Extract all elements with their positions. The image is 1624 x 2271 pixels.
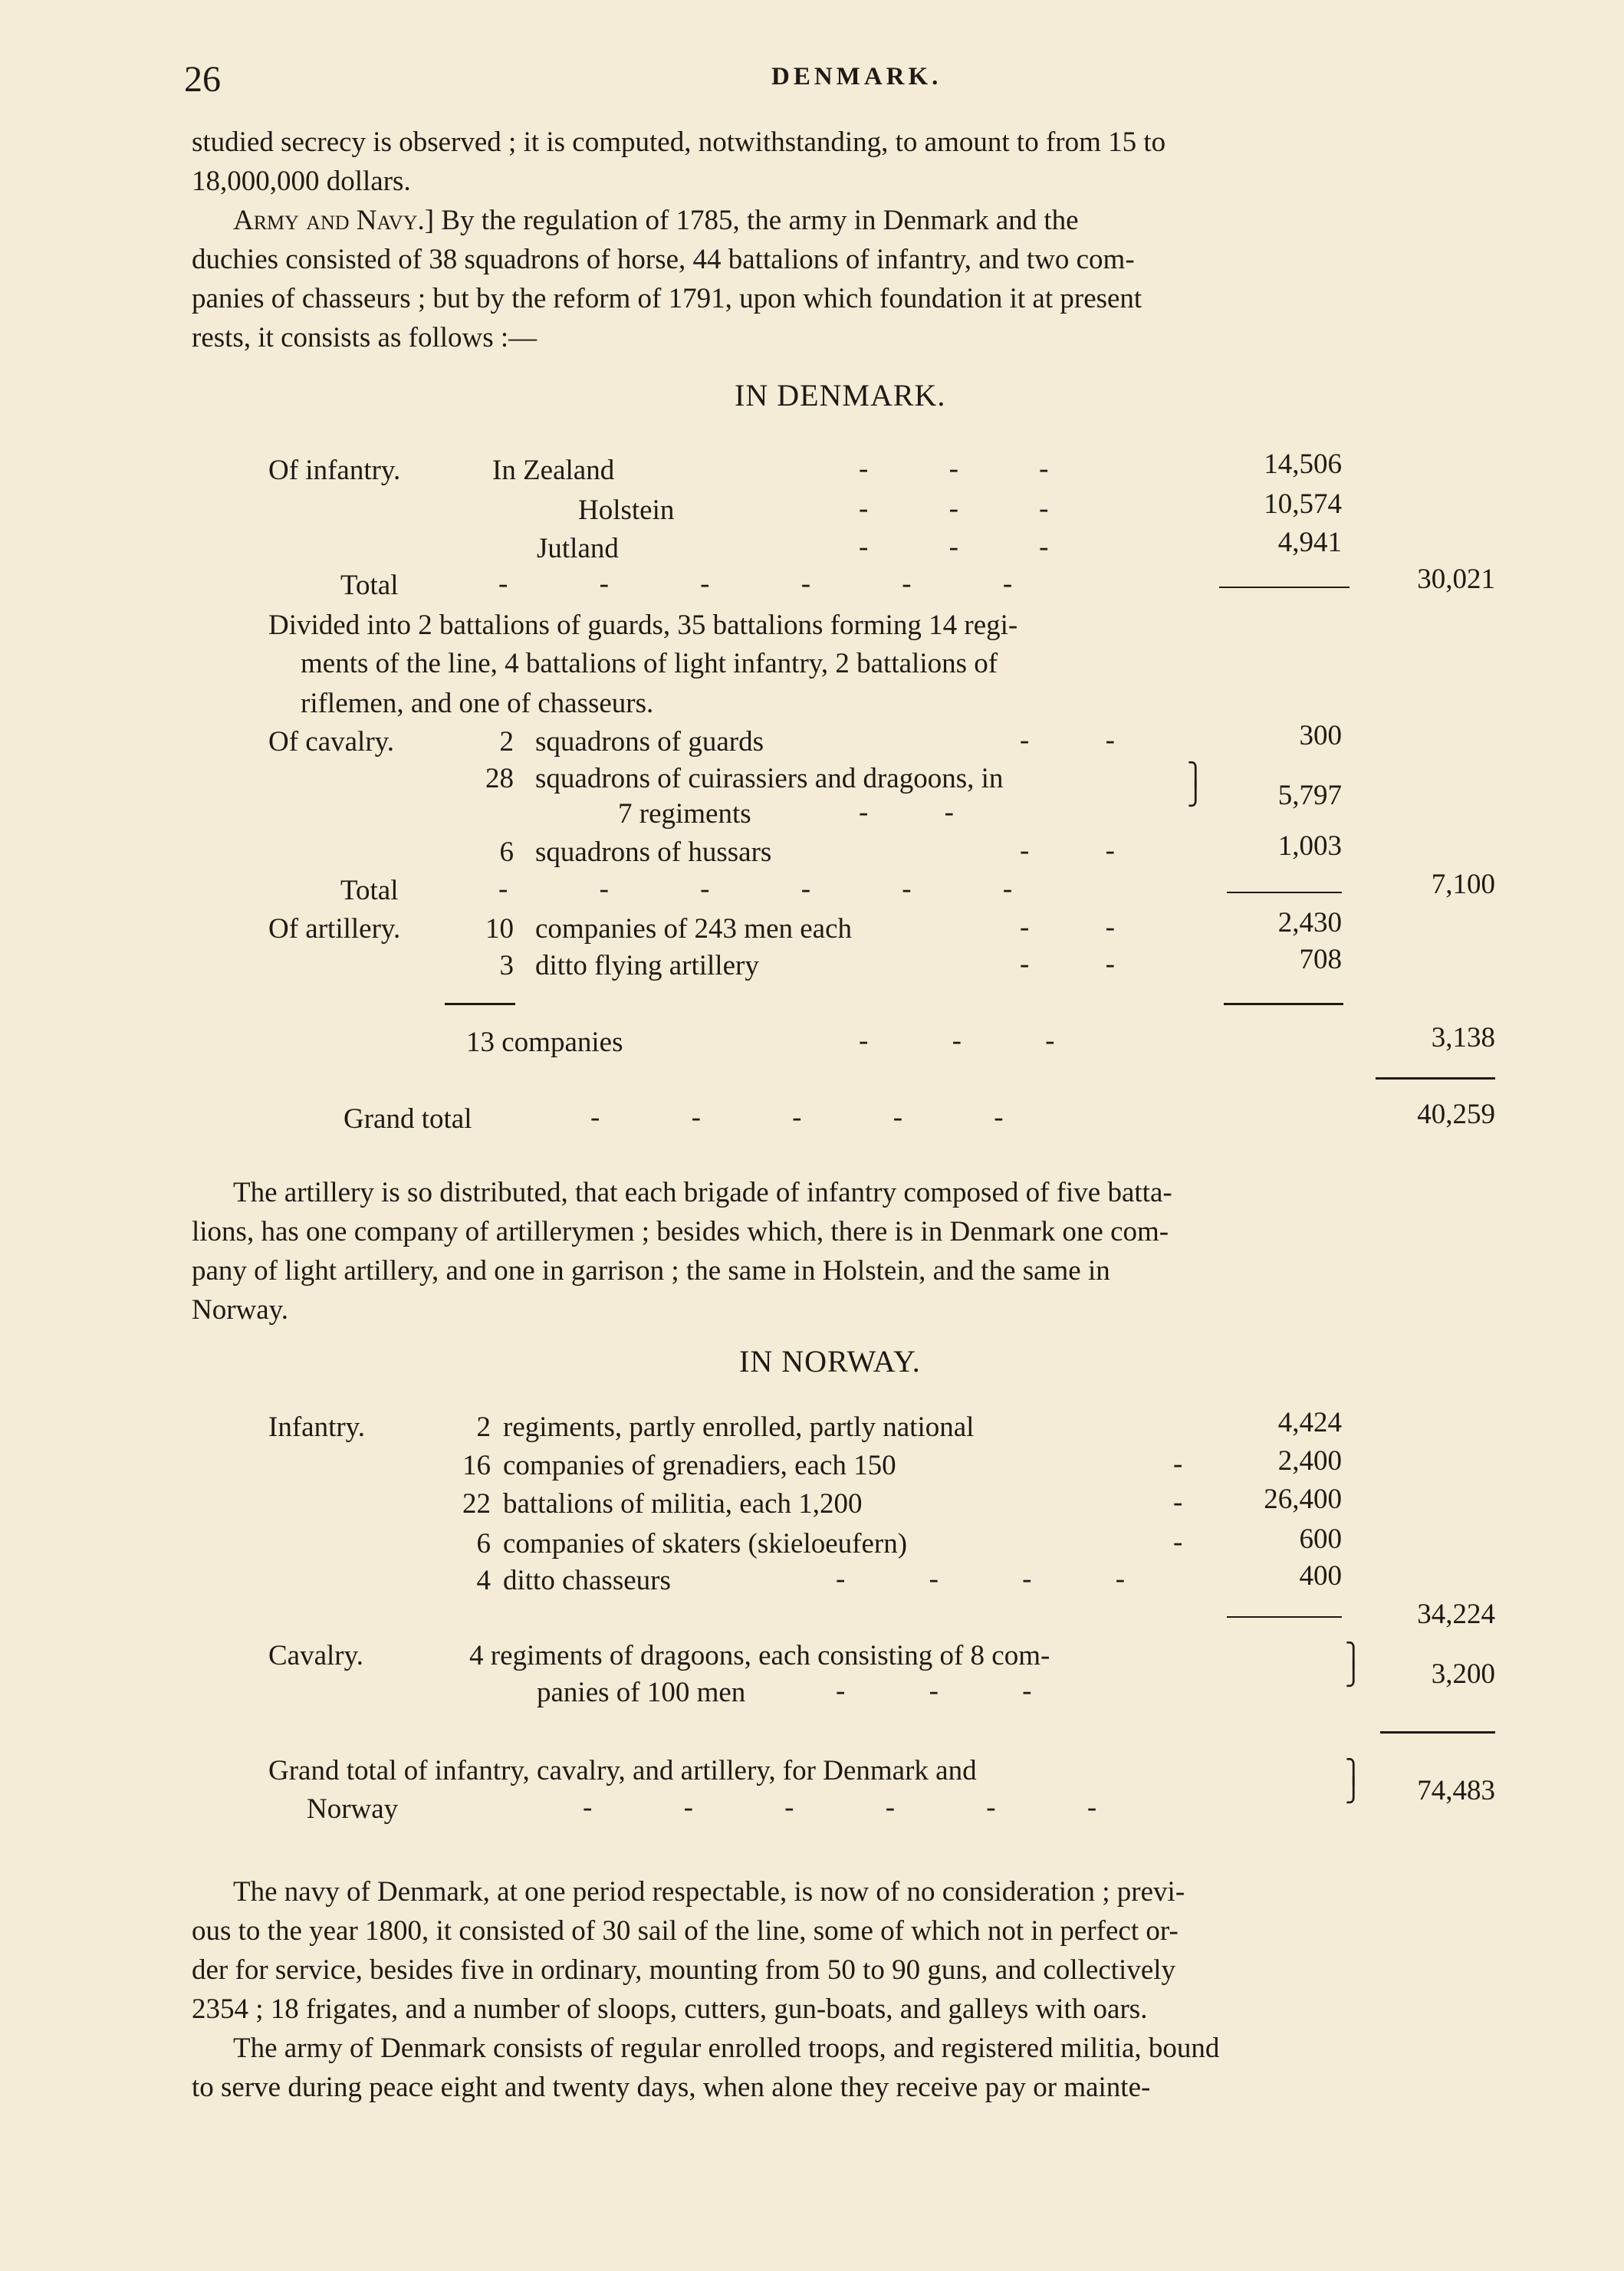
value-combined-grand-total: 74,483 xyxy=(1417,1775,1495,1806)
row-label-jutland: Jutland xyxy=(537,533,619,564)
label-cavalry: Cavalry. xyxy=(268,1640,363,1671)
value-cuirassiers: 5,797 xyxy=(1277,780,1342,811)
text-line: The army of Denmark consists of regular enrolled troops, and registered militia, bound xyxy=(233,2033,1220,2064)
sum-rule xyxy=(1227,892,1342,893)
leader-dashes: - xyxy=(1173,1448,1183,1480)
leader-dashes: - - xyxy=(859,797,954,828)
label-total: Total xyxy=(340,570,399,601)
value-skaters: 600 xyxy=(1299,1523,1342,1555)
text-line: 4 regiments of dragoons, each consisting of 8 com- xyxy=(469,1640,1050,1671)
row-label: ditto flying artillery xyxy=(535,950,759,981)
value-cavalry-total: 7,100 xyxy=(1431,869,1495,900)
text-line: riflemen, and one of chasseurs. xyxy=(301,688,654,719)
value-chasseurs: 400 xyxy=(1299,1560,1342,1592)
value-guards: 300 xyxy=(1299,720,1342,751)
value-norway-cavalry: 3,200 xyxy=(1431,1658,1495,1690)
row-count: 6 xyxy=(476,1528,491,1559)
brace-icon: ⎫ ⎭ xyxy=(1345,1760,1363,1803)
label-of-artillery: Of artillery. xyxy=(268,913,401,945)
text-line: Norway. xyxy=(192,1294,289,1326)
value-militia: 26,400 xyxy=(1264,1484,1342,1515)
value-artillery-total: 3,138 xyxy=(1431,1022,1495,1053)
row-label: ditto chasseurs xyxy=(503,1565,671,1596)
leader-dashes: - - - xyxy=(859,1025,1055,1057)
page-number: 26 xyxy=(184,59,221,100)
value-grenadiers: 2,400 xyxy=(1277,1445,1342,1477)
label-13-companies: 13 companies xyxy=(466,1027,623,1058)
sum-rule xyxy=(1227,1616,1342,1618)
leader-dashes: - - xyxy=(1020,725,1115,756)
value-zealand: 14,506 xyxy=(1264,449,1342,480)
label-of-cavalry: Of cavalry. xyxy=(268,726,395,758)
text-line: studied secrecy is observed ; it is computed, notwithstanding, to amount to from 15 to xyxy=(192,127,1166,158)
leader-dashes: - - - - - - xyxy=(498,873,1013,905)
value-regiments: 4,424 xyxy=(1277,1407,1342,1438)
row-count: 3 xyxy=(499,950,514,981)
value-jutland: 4,941 xyxy=(1277,527,1342,558)
label-total: Total xyxy=(340,875,399,906)
text-line: The navy of Denmark, at one period respectable, is now of no consideration ; previ- xyxy=(233,1876,1185,1908)
text-line: Divided into 2 battalions of guards, 35 battalions forming 14 regi- xyxy=(268,610,1018,641)
leader-dashes: - xyxy=(1173,1487,1183,1518)
row-count: 4 xyxy=(476,1565,491,1596)
text-line: der for service, besides five in ordinary, mounting from 50 to 90 guns, and collectively xyxy=(192,1954,1176,1986)
text-line xyxy=(192,201,1572,240)
sum-rule xyxy=(1219,587,1349,588)
text-line: rests, it consists as follows :— xyxy=(192,322,537,353)
leader-dashes: - xyxy=(1173,1527,1183,1558)
value-hussars: 1,003 xyxy=(1277,830,1342,862)
leader-dashes: - - - - - xyxy=(590,1102,1004,1133)
navy-paragraph xyxy=(192,1872,1572,2107)
leader-dashes: - - - - xyxy=(836,1563,1126,1595)
text-line: lions, has one company of artillerymen ; besides which, there is in Denmark one com- xyxy=(192,1216,1169,1247)
value-infantry-total: 30,021 xyxy=(1417,564,1495,595)
text-line: Grand total of infantry, cavalry, and artillery, for Denmark and xyxy=(268,1755,977,1786)
text-line: duchies consisted of 38 squadrons of horse, 44 battalions of infantry, and two com- xyxy=(192,244,1135,275)
row-label-zealand: In Zealand xyxy=(492,455,615,486)
text-line: panies of chasseurs ; but by the reform of 1791, upon which foundation it at present xyxy=(192,283,1142,314)
row-label: squadrons of cuirassiers and dragoons, in xyxy=(535,763,1004,794)
leader-dashes: - - - - - - xyxy=(498,568,1013,600)
text-line: 18,000,000 dollars. xyxy=(192,166,411,197)
sum-rule xyxy=(1224,1003,1343,1005)
row-count: 22 xyxy=(462,1488,491,1520)
leader-dashes: - - xyxy=(1020,835,1115,866)
leader-dashes: - - xyxy=(1020,948,1115,980)
row-label-continued: 7 regiments xyxy=(618,798,751,830)
row-label: battalions of militia, each 1,200 xyxy=(503,1488,863,1520)
value-grand-total: 40,259 xyxy=(1417,1099,1495,1130)
row-label: companies of 243 men each xyxy=(535,913,853,945)
text-line: 2354 ; 18 frigates, and a number of sloops, cutters, gun-boats, and galleys with oars. xyxy=(192,1993,1148,2025)
leader-dashes: - - - xyxy=(859,531,1049,563)
text-line: The artillery is so distributed, that each brigade of infantry composed of five batta- xyxy=(233,1177,1172,1208)
leader-dashes: - - - xyxy=(859,453,1049,485)
value-flying-artillery: 708 xyxy=(1299,944,1342,975)
row-count: 6 xyxy=(499,836,514,868)
label-infantry: Infantry. xyxy=(268,1412,366,1443)
row-count: 28 xyxy=(485,763,514,794)
row-count: 10 xyxy=(485,913,514,945)
text-line: panies of 100 men xyxy=(537,1677,746,1708)
label-of-infantry: Of infantry. xyxy=(268,455,401,486)
heading-in-denmark: IN DENMARK. xyxy=(735,378,946,412)
sum-rule xyxy=(1376,1077,1495,1080)
brace-icon: ⎫ ⎭ xyxy=(1187,763,1205,807)
row-label: companies of grenadiers, each 150 xyxy=(503,1450,896,1481)
value-artillery-companies: 2,430 xyxy=(1277,907,1342,938)
sum-rule xyxy=(445,1003,515,1005)
row-label-holstein: Holstein xyxy=(578,495,675,526)
label-grand-total: Grand total xyxy=(344,1103,472,1135)
artillery-paragraph xyxy=(192,1173,1572,1329)
running-title: DENMARK. xyxy=(771,63,942,90)
sum-rule xyxy=(1380,1731,1495,1734)
row-count: 2 xyxy=(499,726,514,758)
row-label: squadrons of guards xyxy=(535,726,764,758)
intro-paragraph xyxy=(192,123,1572,357)
text-line: to serve during peace eight and twenty days, when alone they receive pay or mainte- xyxy=(192,2072,1151,2103)
text-line: ous to the year 1800, it consisted of 30 sail of the line, some of which not in perfect or- xyxy=(192,1915,1179,1947)
leader-dashes: - - xyxy=(1020,912,1115,943)
leader-dashes: - - - xyxy=(836,1675,1032,1707)
row-label: squadrons of hussars xyxy=(535,836,772,868)
text-line: pany of light artillery, and one in garrison ; the same in Holstein, and the same in xyxy=(192,1255,1110,1287)
text-line: Norway xyxy=(307,1793,399,1825)
text-line: ments of the line, 4 battalions of light infantry, 2 battalions of xyxy=(301,648,998,679)
row-label: regiments, partly enrolled, partly national xyxy=(503,1412,975,1443)
row-count: 16 xyxy=(462,1450,491,1481)
leader-dashes: - - - - - - xyxy=(583,1792,1097,1823)
leader-dashes: - - - xyxy=(859,493,1049,524)
row-count: 2 xyxy=(476,1412,491,1443)
row-label: companies of skaters (skieloeufern) xyxy=(503,1528,908,1559)
brace-icon: ⎫ ⎭ xyxy=(1345,1643,1363,1687)
value-norway-infantry-total: 34,224 xyxy=(1417,1599,1495,1630)
value-holstein: 10,574 xyxy=(1264,488,1342,520)
section-heading-army-navy: Army and Navy.] xyxy=(233,205,435,236)
text-fragment: By the regulation of 1785, the army in Denmark and the xyxy=(441,205,1079,236)
heading-in-norway: IN NORWAY. xyxy=(739,1344,921,1379)
